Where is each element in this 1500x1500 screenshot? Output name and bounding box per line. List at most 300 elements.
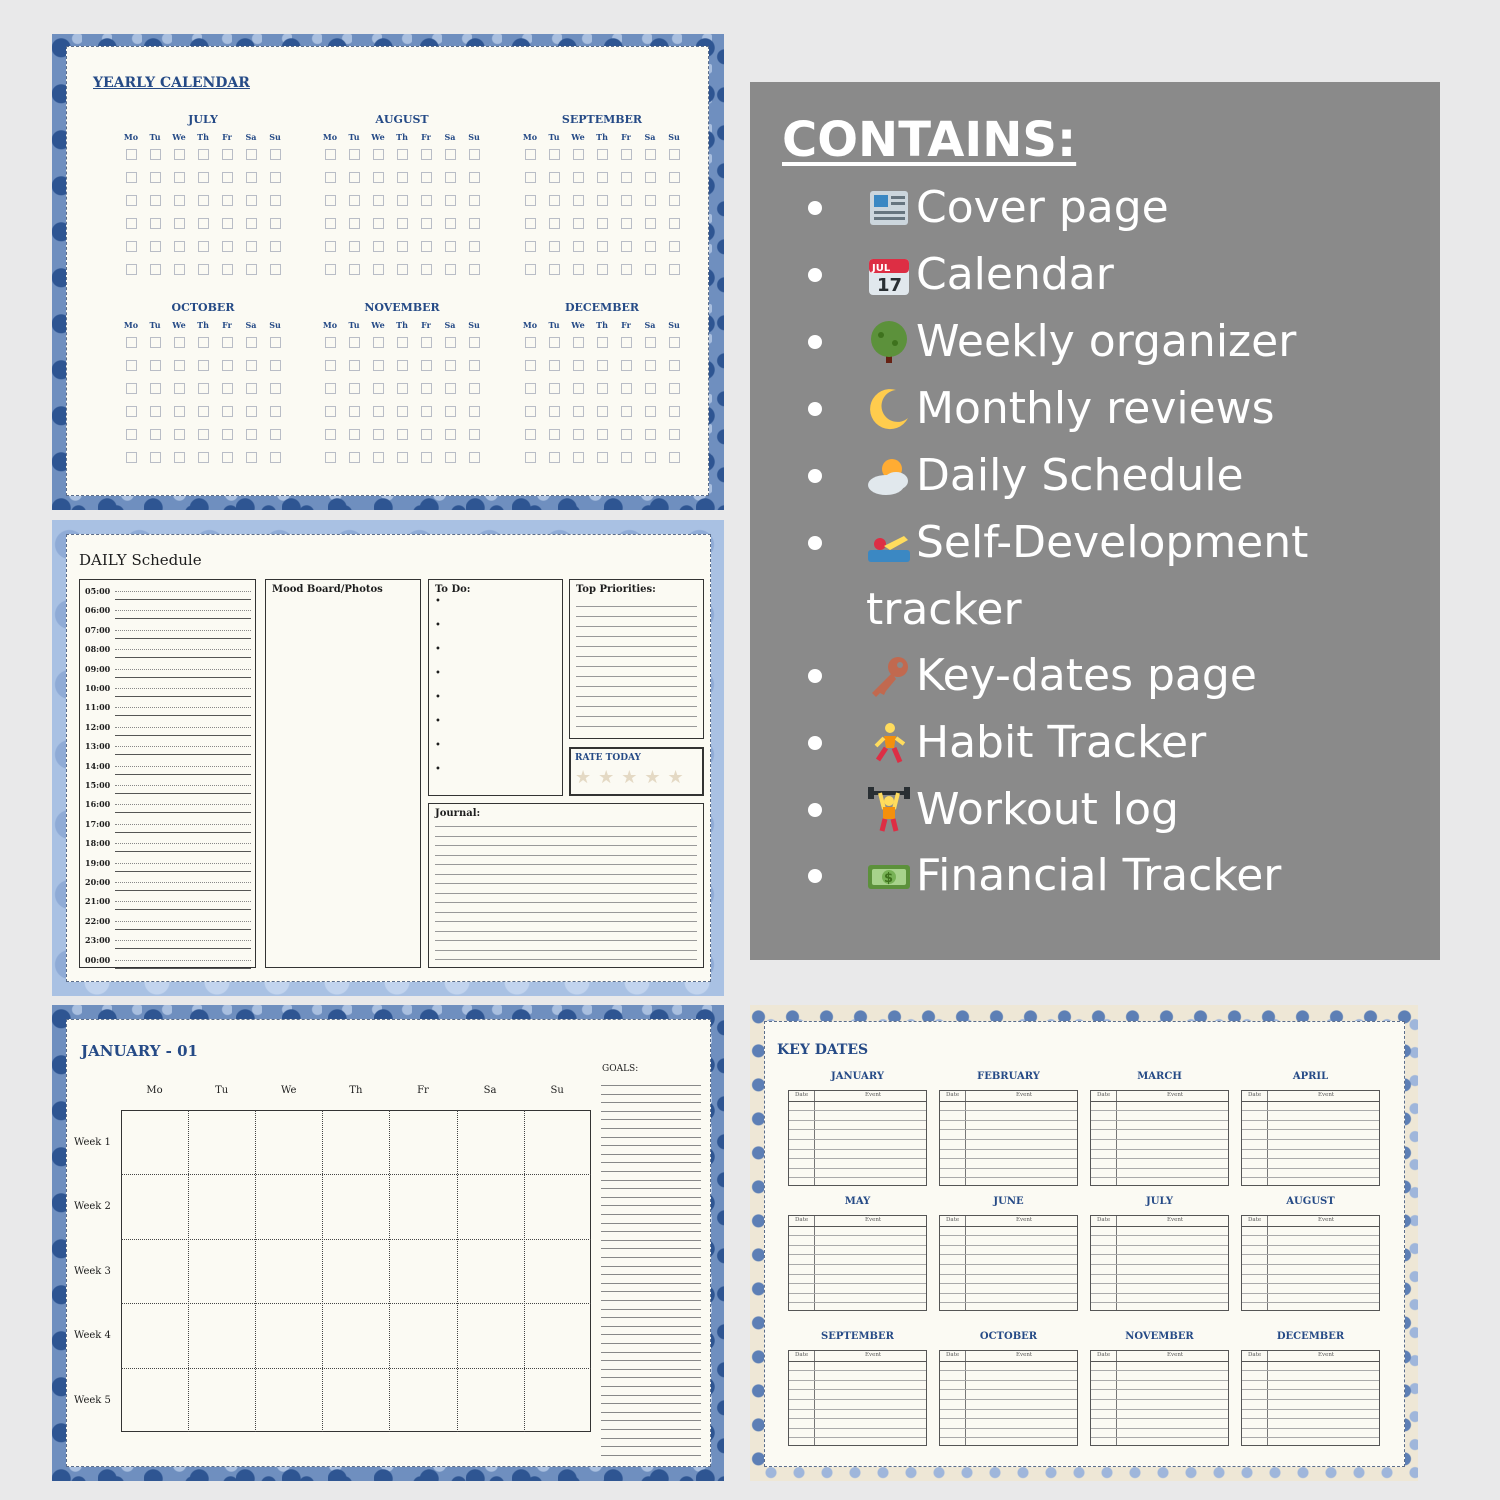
week-label: Week 5 [74,1394,111,1406]
day-checkbox[interactable] [597,406,608,417]
day-checkbox[interactable] [150,360,161,371]
day-checkbox[interactable] [349,172,360,183]
day-checkbox[interactable] [445,406,456,417]
goal-line [601,1137,701,1138]
day-checkbox[interactable] [150,452,161,463]
day-checkbox[interactable] [621,429,632,440]
day-checkbox[interactable] [621,241,632,252]
day-checkbox[interactable] [549,172,560,183]
day-checkbox[interactable] [549,195,560,206]
day-checkbox[interactable] [421,149,432,160]
day-checkbox[interactable] [397,195,408,206]
event-column-header: Event [1016,1092,1033,1098]
day-checkbox[interactable] [469,337,480,348]
weekday-label: Tu [548,320,560,330]
day-checkbox[interactable] [669,195,680,206]
day-checkbox[interactable] [222,149,233,160]
day-checkbox[interactable] [669,452,680,463]
day-checkbox[interactable] [525,429,536,440]
day-checkbox[interactable] [669,337,680,348]
day-checkbox[interactable] [198,264,209,275]
day-checkbox[interactable] [573,452,584,463]
day-checkbox[interactable] [397,360,408,371]
table-row-line [789,1293,926,1294]
day-checkbox[interactable] [469,383,480,394]
day-checkbox[interactable] [469,452,480,463]
day-checkbox[interactable] [198,337,209,348]
day-checkbox[interactable] [126,383,137,394]
day-checkbox[interactable] [373,452,384,463]
day-checkbox[interactable] [445,149,456,160]
day-checkbox[interactable] [469,241,480,252]
day-checkbox[interactable] [174,429,185,440]
day-checkbox[interactable] [549,149,560,160]
day-checkbox[interactable] [246,241,257,252]
day-checkbox[interactable] [126,360,137,371]
day-checkbox[interactable] [397,241,408,252]
hour-label: 16:00 [85,799,111,810]
day-checkbox[interactable] [597,337,608,348]
day-checkbox[interactable] [174,149,185,160]
table-row-line [1091,1149,1228,1150]
day-checkbox[interactable] [669,149,680,160]
day-checkbox[interactable] [597,195,608,206]
day-checkbox[interactable] [621,383,632,394]
day-checkbox[interactable] [573,241,584,252]
day-checkbox[interactable] [645,195,656,206]
day-checkbox[interactable] [525,383,536,394]
day-checkbox[interactable] [150,149,161,160]
day-checkbox[interactable] [573,429,584,440]
day-checkbox[interactable] [246,195,257,206]
day-checkbox[interactable] [246,406,257,417]
day-checkbox[interactable] [597,383,608,394]
day-checkbox[interactable] [621,452,632,463]
goal-line [601,1257,701,1258]
table-row-line [1091,1129,1228,1130]
day-checkbox[interactable] [621,195,632,206]
day-checkbox[interactable] [669,172,680,183]
day-checkbox[interactable] [421,337,432,348]
day-checkbox[interactable] [645,452,656,463]
day-checkbox[interactable] [421,406,432,417]
day-checkbox[interactable] [669,429,680,440]
day-checkbox[interactable] [397,383,408,394]
day-checkbox[interactable] [397,149,408,160]
day-checkbox[interactable] [126,337,137,348]
day-checkbox[interactable] [198,383,209,394]
day-checkbox[interactable] [325,149,336,160]
rate-today-title: RATE TODAY [575,753,641,763]
day-checkbox[interactable] [246,429,257,440]
day-checkbox[interactable] [421,218,432,229]
month-block [522,301,682,463]
day-checkbox[interactable] [525,195,536,206]
day-checkbox[interactable] [222,429,233,440]
day-checkbox[interactable] [469,195,480,206]
day-checkbox[interactable] [198,241,209,252]
key-dates-table [788,1350,927,1446]
day-checkbox[interactable] [397,172,408,183]
table-row-line [1242,1264,1379,1265]
day-checkbox[interactable] [549,452,560,463]
day-checkbox[interactable] [174,264,185,275]
day-checkbox[interactable] [270,218,281,229]
day-checkbox[interactable] [421,383,432,394]
day-checkbox[interactable] [621,172,632,183]
day-checkbox[interactable] [150,429,161,440]
day-checkbox[interactable] [349,360,360,371]
day-checkbox[interactable] [325,452,336,463]
day-checkbox[interactable] [198,452,209,463]
day-checkbox[interactable] [325,172,336,183]
day-checkbox[interactable] [469,218,480,229]
day-checkbox[interactable] [645,429,656,440]
day-checkbox[interactable] [150,195,161,206]
journal-line [435,826,697,827]
day-checkbox[interactable] [246,383,257,394]
day-checkbox[interactable] [397,429,408,440]
day-checkbox[interactable] [373,337,384,348]
weekday-label: Mo [123,320,139,330]
table-row-line [1091,1418,1228,1419]
day-checkbox[interactable] [246,172,257,183]
day-checkbox[interactable] [222,241,233,252]
day-checkbox[interactable] [445,264,456,275]
day-checkbox[interactable] [421,360,432,371]
event-column-header: Event [1167,1352,1184,1358]
day-checkbox[interactable] [246,218,257,229]
svg-text:JUL: JUL [872,262,891,274]
day-checkbox[interactable] [469,360,480,371]
day-checkbox[interactable] [421,429,432,440]
day-checkbox[interactable] [325,337,336,348]
hour-line [115,882,251,883]
day-checkbox[interactable] [150,383,161,394]
contains-item-label: Workout log [916,784,1179,835]
day-checkbox[interactable] [621,218,632,229]
day-checkbox[interactable] [445,360,456,371]
day-checkbox[interactable] [373,241,384,252]
day-checkbox[interactable] [198,360,209,371]
table-row-line [789,1399,926,1400]
hour-line [115,793,251,794]
day-checkbox[interactable] [198,218,209,229]
day-checkbox[interactable] [597,172,608,183]
table-row-line [789,1370,926,1371]
day-checkbox[interactable] [174,218,185,229]
day-checkbox[interactable] [621,360,632,371]
day-checkbox[interactable] [222,452,233,463]
day-checkbox[interactable] [525,264,536,275]
day-checkbox[interactable] [126,195,137,206]
day-checkbox[interactable] [597,429,608,440]
day-checkbox[interactable] [525,172,536,183]
day-checkbox-grid [322,337,482,463]
day-checkbox[interactable] [198,429,209,440]
day-checkbox[interactable] [549,406,560,417]
day-checkbox[interactable] [349,264,360,275]
day-checkbox[interactable] [469,172,480,183]
day-checkbox[interactable] [573,383,584,394]
day-checkbox[interactable] [597,264,608,275]
day-checkbox[interactable] [126,218,137,229]
day-checkbox[interactable] [621,149,632,160]
day-checkbox[interactable] [150,241,161,252]
day-checkbox[interactable] [373,264,384,275]
day-checkbox[interactable] [669,218,680,229]
day-checkbox[interactable] [597,149,608,160]
day-checkbox[interactable] [669,264,680,275]
day-checkbox[interactable] [549,383,560,394]
day-checkbox[interactable] [469,264,480,275]
day-checkbox[interactable] [597,218,608,229]
day-checkbox[interactable] [445,452,456,463]
weekday-label: We [172,320,186,330]
day-checkbox[interactable] [270,149,281,160]
day-checkbox[interactable] [349,149,360,160]
day-checkbox[interactable] [645,406,656,417]
table-row-line [1091,1120,1228,1121]
day-checkbox[interactable] [549,264,560,275]
day-checkbox[interactable] [645,218,656,229]
day-checkbox[interactable] [469,149,480,160]
day-checkbox[interactable] [469,406,480,417]
day-checkbox[interactable] [270,264,281,275]
day-checkbox[interactable] [573,172,584,183]
day-checkbox[interactable] [573,218,584,229]
day-checkbox[interactable] [525,149,536,160]
day-checkbox[interactable] [445,241,456,252]
day-checkbox[interactable] [397,337,408,348]
day-checkbox[interactable] [198,149,209,160]
day-checkbox[interactable] [270,360,281,371]
day-checkbox[interactable] [198,195,209,206]
day-checkbox[interactable] [645,241,656,252]
day-checkbox[interactable] [325,360,336,371]
day-checkbox[interactable] [246,452,257,463]
day-checkbox[interactable] [645,149,656,160]
day-checkbox[interactable] [222,406,233,417]
day-checkbox[interactable] [373,429,384,440]
table-row-line [1242,1139,1379,1140]
day-checkbox[interactable] [126,406,137,417]
day-checkbox[interactable] [669,360,680,371]
table-row-line [940,1437,1077,1438]
day-checkbox[interactable] [549,218,560,229]
hour-line [115,766,251,767]
week-label: Week 4 [74,1330,111,1342]
day-checkbox[interactable] [621,406,632,417]
day-checkbox[interactable] [325,383,336,394]
day-checkbox[interactable] [469,429,480,440]
day-checkbox[interactable] [645,383,656,394]
day-checkbox[interactable] [373,383,384,394]
day-checkbox[interactable] [669,383,680,394]
day-checkbox[interactable] [445,218,456,229]
day-checkbox[interactable] [621,264,632,275]
calendar-icon [866,252,912,298]
day-checkbox[interactable] [573,337,584,348]
day-checkbox[interactable] [349,429,360,440]
day-checkbox[interactable] [597,452,608,463]
day-checkbox[interactable] [174,172,185,183]
weekday-label: Tu [548,132,560,142]
day-checkbox[interactable] [174,452,185,463]
goal-line [601,1188,701,1189]
day-checkbox[interactable] [126,264,137,275]
day-checkbox[interactable] [573,195,584,206]
day-checkbox[interactable] [549,241,560,252]
date-column-divider [1116,1351,1117,1445]
day-checkbox[interactable] [222,172,233,183]
day-checkbox[interactable] [525,218,536,229]
day-checkbox[interactable] [325,406,336,417]
day-checkbox[interactable] [573,360,584,371]
day-checkbox[interactable] [126,149,137,160]
day-checkbox[interactable] [573,406,584,417]
day-checkbox[interactable] [421,241,432,252]
day-checkbox[interactable] [397,264,408,275]
day-checkbox[interactable] [349,406,360,417]
goal-line [601,1377,701,1378]
day-checkbox[interactable] [126,429,137,440]
day-checkbox[interactable] [270,452,281,463]
day-checkbox[interactable] [573,149,584,160]
table-row-line [1091,1177,1228,1178]
day-checkbox[interactable] [174,383,185,394]
day-checkbox[interactable] [126,241,137,252]
day-checkbox[interactable] [150,264,161,275]
day-checkbox[interactable] [525,452,536,463]
table-row-line [940,1226,1077,1227]
day-checkbox[interactable] [349,195,360,206]
day-checkbox[interactable] [349,337,360,348]
day-checkbox[interactable] [325,429,336,440]
day-checkbox[interactable] [270,241,281,252]
rating-stars[interactable]: ★★★★★ [575,767,691,788]
day-checkbox[interactable] [270,172,281,183]
table-row-line [1091,1226,1228,1227]
day-checkbox[interactable] [222,383,233,394]
day-checkbox[interactable] [549,360,560,371]
day-checkbox[interactable] [150,337,161,348]
day-checkbox[interactable] [373,149,384,160]
day-checkbox[interactable] [198,406,209,417]
day-checkbox[interactable] [397,452,408,463]
day-checkbox[interactable] [126,452,137,463]
day-checkbox[interactable] [150,218,161,229]
day-checkbox[interactable] [549,429,560,440]
todo-bullet: • [435,692,441,703]
day-checkbox[interactable] [270,337,281,348]
table-row-line [1091,1361,1228,1362]
day-checkbox[interactable] [222,360,233,371]
day-checkbox[interactable] [349,241,360,252]
day-checkbox[interactable] [421,264,432,275]
day-checkbox[interactable] [126,172,137,183]
date-column-divider [1116,1091,1117,1185]
day-checkbox[interactable] [222,264,233,275]
day-checkbox[interactable] [445,172,456,183]
day-checkbox[interactable] [222,337,233,348]
day-checkbox[interactable] [325,218,336,229]
weekday-label: Su [468,132,480,142]
day-checkbox[interactable] [525,337,536,348]
day-checkbox[interactable] [270,429,281,440]
day-checkbox[interactable] [150,172,161,183]
day-checkbox[interactable] [445,195,456,206]
day-checkbox[interactable] [270,383,281,394]
day-checkbox[interactable] [645,360,656,371]
day-checkbox[interactable] [421,195,432,206]
day-checkbox[interactable] [270,195,281,206]
day-checkbox[interactable] [373,360,384,371]
day-checkbox[interactable] [597,241,608,252]
day-checkbox[interactable] [349,452,360,463]
weekday-label: Th [396,132,408,142]
day-checkbox[interactable] [198,172,209,183]
day-checkbox[interactable] [174,241,185,252]
day-checkbox[interactable] [445,337,456,348]
day-checkbox[interactable] [325,241,336,252]
day-checkbox[interactable] [222,218,233,229]
day-checkbox[interactable] [246,264,257,275]
day-checkbox[interactable] [573,264,584,275]
table-row-line [789,1177,926,1178]
table-row-line [940,1361,1077,1362]
day-checkbox[interactable] [246,337,257,348]
day-checkbox[interactable] [222,195,233,206]
day-checkbox[interactable] [669,406,680,417]
day-checkbox[interactable] [246,149,257,160]
day-checkbox[interactable] [373,218,384,229]
day-checkbox[interactable] [349,218,360,229]
day-checkbox[interactable] [645,172,656,183]
day-checkbox[interactable] [597,360,608,371]
tree-icon [866,319,912,365]
day-checkbox[interactable] [373,195,384,206]
day-checkbox[interactable] [669,241,680,252]
day-checkbox[interactable] [325,264,336,275]
table-row-line [1242,1293,1379,1294]
day-checkbox[interactable] [421,452,432,463]
day-checkbox[interactable] [246,360,257,371]
day-checkbox[interactable] [421,172,432,183]
day-checkbox[interactable] [397,406,408,417]
day-checkbox[interactable] [525,406,536,417]
day-checkbox[interactable] [174,406,185,417]
day-checkbox[interactable] [645,337,656,348]
day-checkbox[interactable] [325,195,336,206]
day-checkbox[interactable] [549,337,560,348]
day-checkbox[interactable] [397,218,408,229]
day-checkbox[interactable] [621,337,632,348]
day-checkbox[interactable] [174,195,185,206]
day-checkbox[interactable] [349,383,360,394]
day-checkbox[interactable] [270,406,281,417]
day-checkbox[interactable] [525,360,536,371]
day-checkbox[interactable] [445,429,456,440]
day-checkbox[interactable] [445,383,456,394]
day-checkbox[interactable] [150,406,161,417]
day-checkbox[interactable] [373,172,384,183]
day-checkbox[interactable] [174,337,185,348]
day-checkbox[interactable] [373,406,384,417]
day-checkbox[interactable] [645,264,656,275]
day-checkbox[interactable] [174,360,185,371]
day-checkbox[interactable] [525,241,536,252]
